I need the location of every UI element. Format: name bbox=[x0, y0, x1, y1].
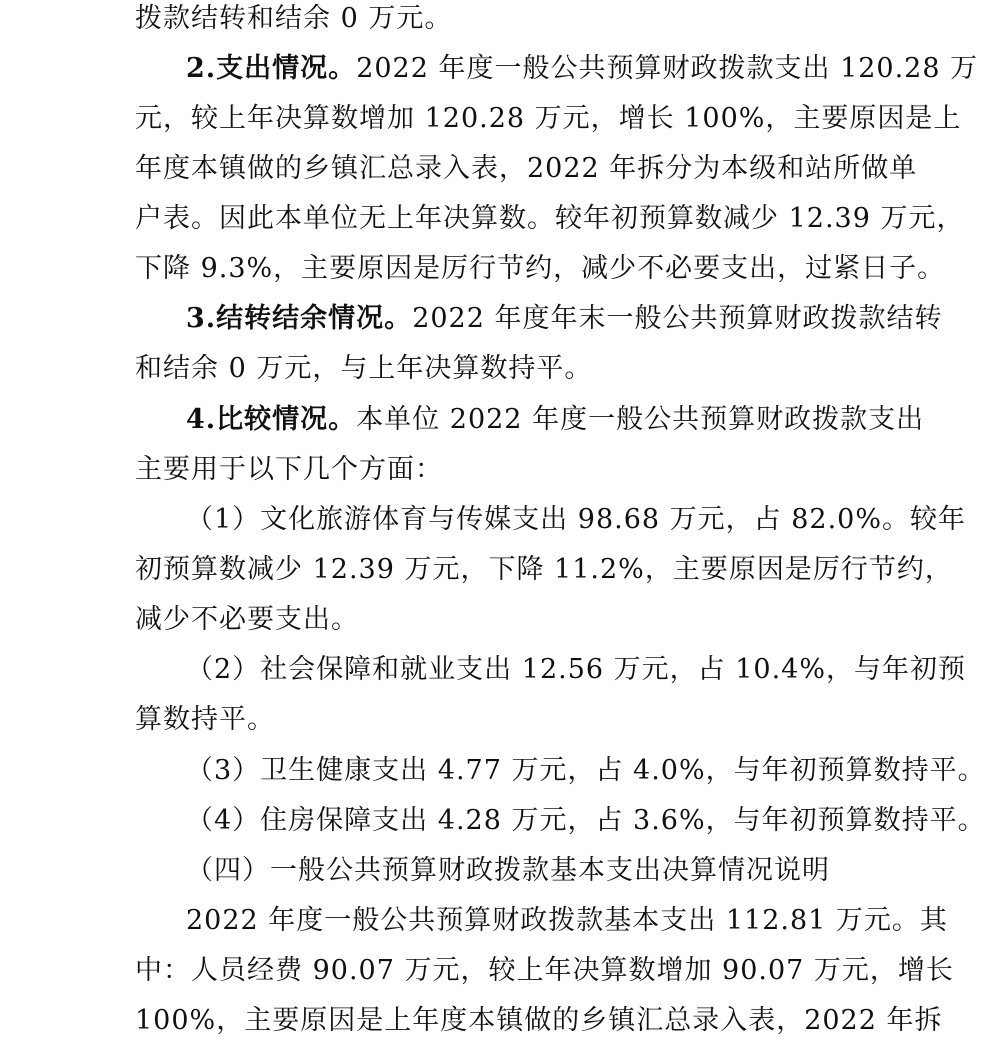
line-content bbox=[186, 402, 925, 438]
line-content bbox=[186, 301, 943, 337]
line-text: 减少不必要支出。 bbox=[135, 604, 359, 635]
line-text: 主要用于以下几个方面： bbox=[135, 454, 443, 485]
section-heading: 2.支出情况。 bbox=[186, 53, 357, 84]
paragraph-line bbox=[135, 151, 918, 187]
paragraph-line bbox=[186, 903, 948, 939]
paragraph-line bbox=[135, 1, 452, 37]
line-text: 和结余 0 万元，与上年决算数持平。 bbox=[135, 353, 593, 384]
paragraph-line bbox=[135, 101, 962, 137]
line-text: 年度本镇做的乡镇汇总录入表，2022 年拆分为本级和站所做单 bbox=[135, 153, 918, 184]
paragraph-line bbox=[135, 602, 359, 638]
line-text: 元，较上年决算数增加 120.28 万元，增长 100%，主要原因是上 bbox=[135, 103, 962, 134]
line-text: 下降 9.3%，主要原因是厉行节约，减少不必要支出，过紧日子。 bbox=[135, 253, 946, 284]
section-heading: 4.比较情况。 bbox=[186, 404, 357, 435]
line-text: 中：人员经费 90.07 万元，较上年决算数增加 90.07 万元，增长 bbox=[135, 955, 954, 986]
paragraph-line bbox=[135, 552, 953, 588]
paragraph-line bbox=[135, 251, 946, 287]
paragraph-line bbox=[135, 452, 443, 488]
list-item-line bbox=[186, 803, 986, 839]
line-text: （4）住房保障支出 4.28 万元，占 3.6%，与年初预算数持平。 bbox=[186, 805, 986, 836]
line-text: 算数持平。 bbox=[135, 704, 275, 735]
line-text: 2022 年度年末一般公共预算财政拨款结转 bbox=[412, 303, 943, 334]
list-item-line bbox=[186, 753, 986, 789]
paragraph-line bbox=[135, 201, 965, 237]
subsection-heading bbox=[186, 853, 830, 889]
list-item-line bbox=[186, 652, 966, 688]
section-heading-line bbox=[186, 301, 943, 337]
line-content bbox=[186, 51, 979, 87]
section-heading-line bbox=[186, 51, 979, 87]
paragraph-line bbox=[135, 953, 954, 989]
line-text: （四）一般公共预算财政拨款基本支出决算情况说明 bbox=[186, 855, 830, 886]
line-text: 本单位 2022 年度一般公共预算财政拨款支出 bbox=[356, 404, 925, 435]
line-text: 2022 年度一般公共预算财政拨款基本支出 112.81 万元。其 bbox=[186, 905, 948, 936]
line-text: 户表。因此本单位无上年决算数。较年初预算数减少 12.39 万元， bbox=[135, 203, 965, 234]
list-item-line bbox=[186, 502, 966, 538]
section-heading: 3.结转结余情况。 bbox=[186, 303, 413, 334]
line-text: 拨款结转和结余 0 万元。 bbox=[135, 3, 453, 34]
line-text: （2）社会保障和就业支出 12.56 万元，占 10.4%，与年初预 bbox=[186, 654, 966, 685]
line-text: 100%，主要原因是上年度本镇做的乡镇汇总录入表，2022 年拆 bbox=[135, 1005, 943, 1036]
line-text: 2022 年度一般公共预算财政拨款支出 120.28 万 bbox=[356, 53, 979, 84]
line-text: （1）文化旅游体育与传媒支出 98.68 万元，占 82.0%。较年 bbox=[186, 504, 966, 535]
paragraph-line bbox=[135, 702, 275, 738]
section-heading-line bbox=[186, 402, 925, 438]
paragraph-line bbox=[135, 1003, 943, 1039]
paragraph-line bbox=[135, 351, 592, 387]
line-text: （3）卫生健康支出 4.77 万元，占 4.0%，与年初预算数持平。 bbox=[186, 755, 986, 786]
line-text: 初预算数减少 12.39 万元，下降 11.2%，主要原因是厉行节约， bbox=[135, 554, 953, 585]
